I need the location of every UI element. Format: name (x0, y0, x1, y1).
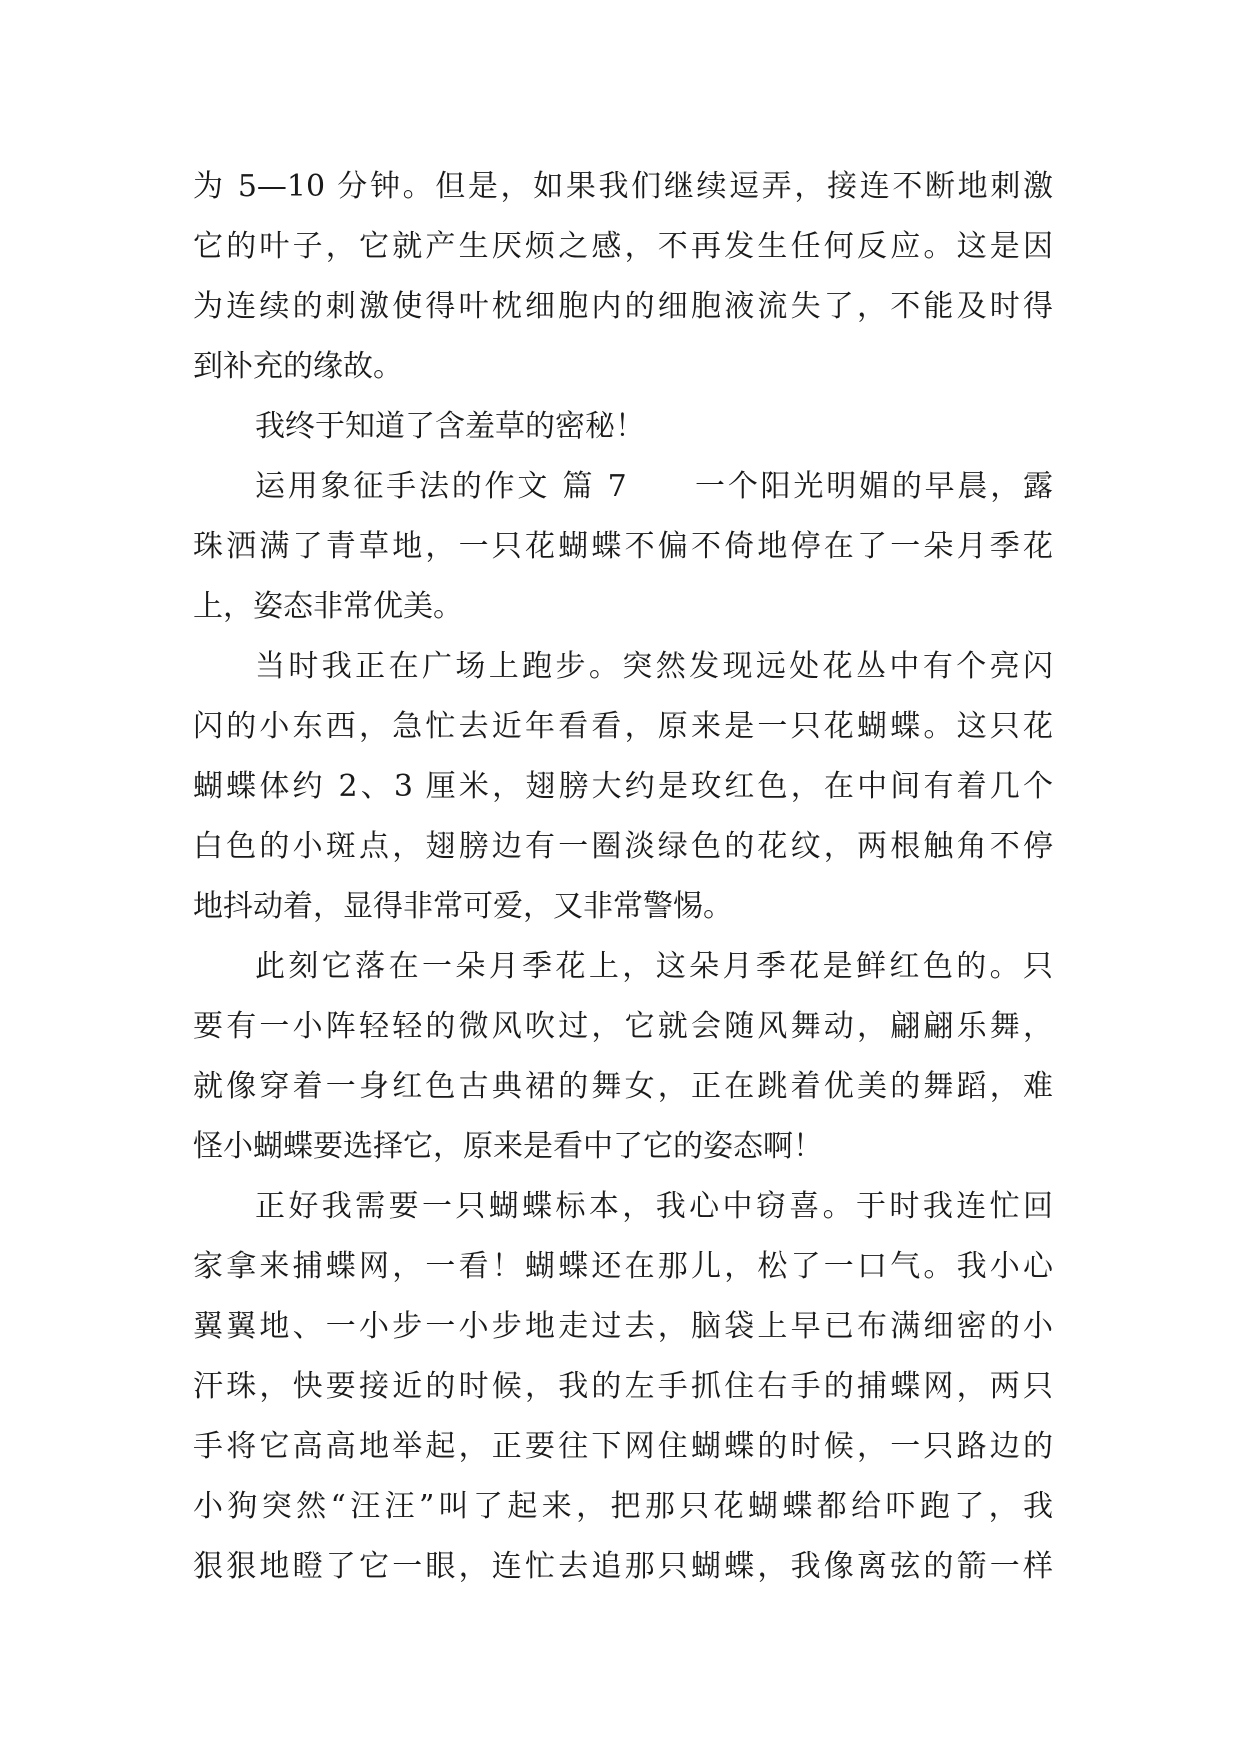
body-text (193, 157, 1053, 1597)
text-line: 狠狠地瞪了它一眼，连忙去追那只蝴蝶，我像离弦的箭一样 (193, 1549, 1053, 1584)
text-line: 家拿来捕蝶网，一看！蝴蝶还在那儿，松了一口气。我小心 (193, 1249, 1053, 1284)
text-line: 到补充的缘故。 (193, 349, 403, 384)
text-line: 为连续的刺激使得叶枕细胞内的细胞液流失了，不能及时得 (193, 289, 1053, 324)
text-line: 它的叶子，它就产生厌烦之感，不再发生任何反应。这是因 (193, 229, 1053, 264)
text-line: 当时我正在广场上跑步。突然发现远处花丛中有个亮闪 (255, 649, 1053, 684)
text-line: 蝴蝶体约 2、3 厘米，翅膀大约是玫红色，在中间有着几个 (193, 769, 1053, 804)
text-line: 闪的小东西，急忙去近年看看，原来是一只花蝴蝶。这只花 (193, 709, 1053, 744)
text-line: 正好我需要一只蝴蝶标本，我心中窃喜。于时我连忙回 (255, 1189, 1053, 1224)
text-line: 手将它高高地举起，正要往下网住蝴蝶的时候，一只路边的 (193, 1429, 1053, 1464)
text-line: 我终于知道了含羞草的密秘！ (255, 409, 645, 444)
text-line: 上，姿态非常优美。 (193, 589, 463, 624)
text-line: 白色的小斑点，翅膀边有一圈淡绿色的花纹，两根触角不停 (193, 829, 1053, 864)
text-line: 怪小蝴蝶要选择它，原来是看中了它的姿态啊！ (193, 1129, 823, 1164)
text-line: 此刻它落在一朵月季花上，这朵月季花是鲜红色的。只 (255, 949, 1053, 984)
text-line: 翼翼地、一小步一小步地走过去，脑袋上早已布满细密的小 (193, 1309, 1053, 1344)
text-line: 要有一小阵轻轻的微风吹过，它就会随风舞动，翩翩乐舞， (193, 1009, 1053, 1044)
text-line: 小狗突然“汪汪”叫了起来，把那只花蝴蝶都给吓跑了，我 (193, 1489, 1053, 1524)
text-line: 为 5—10 分钟。但是，如果我们继续逗弄，接连不断地刺激 (193, 169, 1053, 204)
text-line: 就像穿着一身红色古典裙的舞女，正在跳着优美的舞蹈，难 (193, 1069, 1053, 1104)
text-line: 汗珠，快要接近的时候，我的左手抓住右手的捕蝶网，两只 (193, 1369, 1053, 1404)
text-line: 珠洒满了青草地，一只花蝴蝶不偏不倚地停在了一朵月季花 (193, 529, 1053, 564)
text-line: 地抖动着，显得非常可爱，又非常警惕。 (193, 889, 733, 924)
section-heading-line: 运用象征手法的作文 篇 7 一个阳光明媚的早晨，露 (255, 469, 1053, 504)
